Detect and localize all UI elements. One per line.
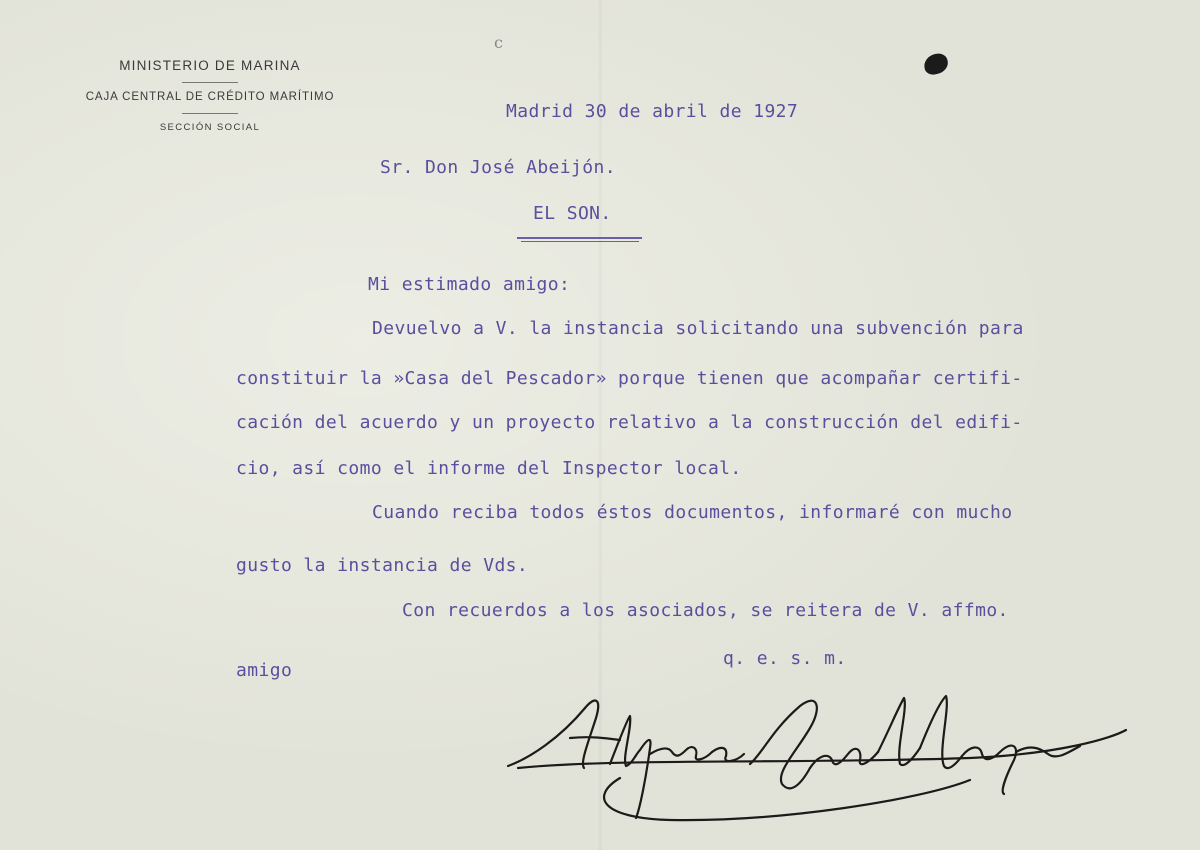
letter-body-line: Devuelvo a V. la instancia solicitando una subvención para xyxy=(372,318,1024,339)
letterhead-divider xyxy=(182,113,238,114)
letterhead-seccion: SECCIÓN SOCIAL xyxy=(159,122,261,133)
letterhead-divider xyxy=(182,82,238,83)
letter-body-line: cación del acuerdo y un proyecto relativo a la construcción del edifi- xyxy=(236,412,1023,433)
place-underline xyxy=(517,237,642,239)
place-underline xyxy=(521,241,639,242)
letterhead-caja: CAJA CENTRAL DE CRÉDITO MARÍTIMO xyxy=(85,91,335,103)
letter-date: Madrid 30 de abril de 1927 xyxy=(506,101,799,122)
pencil-mark-icon: c xyxy=(494,33,503,52)
letter-body-line: Cuando reciba todos éstos documentos, informaré con mucho xyxy=(372,502,1013,523)
letter-body-line: gusto la instancia de Vds. xyxy=(236,555,529,576)
letterhead-ministry: MINISTERIO DE MARINA xyxy=(119,58,301,73)
letter-qesm: q. e. s. m. xyxy=(723,648,847,669)
handwritten-signature xyxy=(500,668,1140,838)
letter-closing: amigo xyxy=(236,660,293,681)
letter-body-line: cio, así como el informe del Inspector local. xyxy=(236,458,742,479)
letter-body-line: constituir la »Casa del Pescador» porque tienen que acompañar certifi- xyxy=(236,368,1023,389)
letter-body-line: Con recuerdos a los asociados, se reitera de V. affmo. xyxy=(402,600,1009,621)
letter-place: EL SON. xyxy=(533,203,612,224)
letter-greeting: Mi estimado amigo: xyxy=(368,274,571,295)
letterhead xyxy=(50,58,370,133)
letter-addressee: Sr. Don José Abeijón. xyxy=(380,157,616,178)
